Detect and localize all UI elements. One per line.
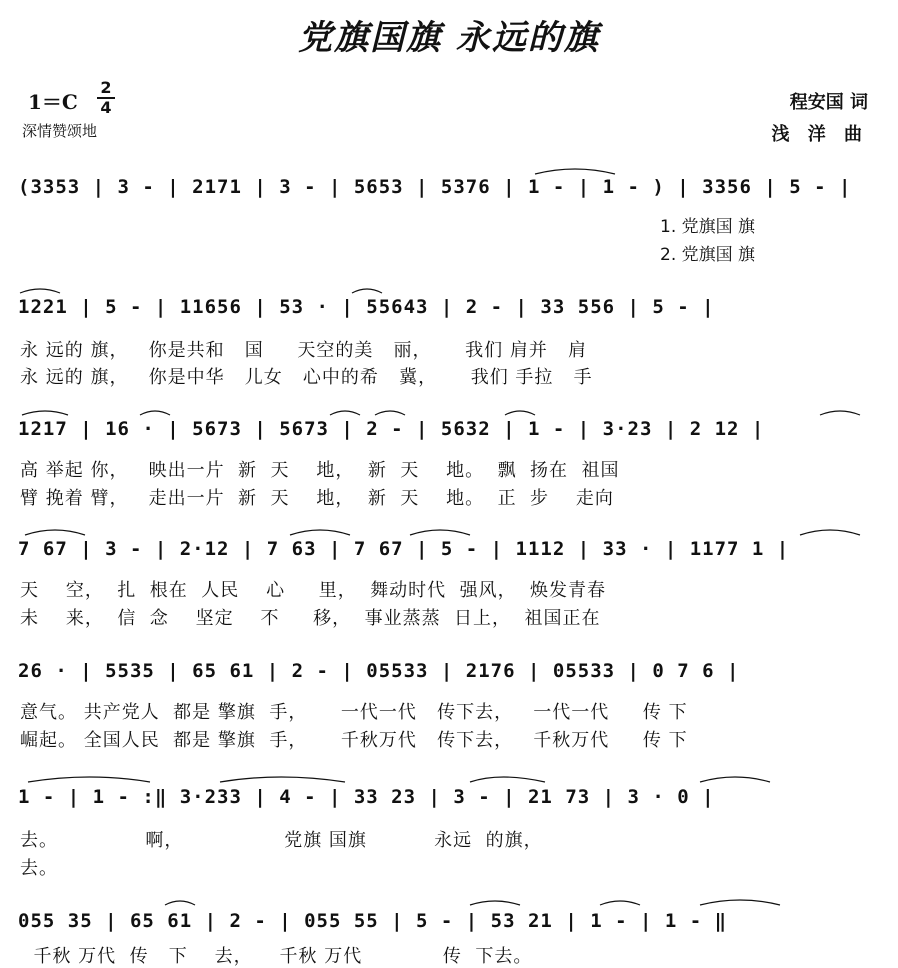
score-line-1-notes: (3353 | 3 - | 2171 | 3 - | 5653 | 5376 | 1 - | 1 - ) | 3356 | 5 - | (18, 176, 852, 198)
score-line-3-lyrics-2: 臂 挽着 臂， 走出一片 新 天 地， 新 天 地。 正 步 走向 (20, 488, 614, 509)
time-signature-bottom: 4 (100, 98, 112, 117)
verse-2-start: 2. 党旗国 旗 (660, 245, 756, 265)
time-signature-top: 2 (100, 78, 112, 97)
score-line-5-notes: 26 · | 5535 | 65 61 | 2 - | 05533 | 2176 | 05533 | 0 7 6 | (18, 660, 740, 682)
verse-1-start: 1. 党旗国 旗 (660, 217, 756, 237)
score-line-2-lyrics-2: 永 远的 旗， 你是中华 儿女 心中的希 冀， 我们 手拉 手 (20, 367, 593, 388)
composer-credit: 浅 洋 曲 (771, 124, 868, 145)
score-line-3-lyrics-1: 高 举起 你， 映出一片 新 天 地， 新 天 地。 飘 扬在 祖国 (20, 460, 620, 481)
score-line-6-lyrics-2: 去。 (20, 858, 58, 879)
score-line-3-notes: 1217 | 16 · | 5673 | 5673 | 2 - | 5632 | 1 - | 3·23 | 2 12 | (18, 418, 765, 440)
score-line-7-notes: 055 35 | 65 61 | 2 - | 055 55 | 5 - | 53 21 | 1 - | 1 - ‖ (18, 910, 728, 932)
score-line-4-notes: 7 67 | 3 - | 2·12 | 7 63 | 7 67 | 5 - | 1112 | 33 · | 1177 1 | (18, 538, 790, 560)
score-line-4-lyrics-2: 未 来， 信 念 坚定 不 移， 事业蒸蒸 日上， 祖国正在 (20, 608, 601, 629)
expression-mark: 深情赞颂地 (22, 122, 98, 140)
score-line-6-notes: 1 - | 1 - :‖ 3·233 | 4 - | 33 23 | 3 - | 21 73 | 3 · 0 | (18, 786, 715, 808)
score-line-5-lyrics-2: 崛起。 全国人民 都是 擎旗 手， 千秋万代 传下去， 千秋万代 传 下 (20, 730, 688, 751)
score-line-2-notes: 1221 | 5 - | 11656 | 53 · | 55643 | 2 - | 33 556 | 5 - | (18, 296, 715, 318)
score-line-4-lyrics-1: 天 空， 扎 根在 人民 心 里， 舞动时代 强风， 焕发青春 (20, 580, 607, 601)
score-line-7-lyrics-1: 千秋 万代 传 下 去， 千秋 万代 传 下去。 (20, 946, 533, 967)
score-line-6-lyrics-1: 去。 啊， 党旗 国旗 永远 的旗， (20, 830, 543, 851)
score-line-5-lyrics-1: 意气。 共产党人 都是 擎旗 手， 一代一代 传下去， 一代一代 传 下 (20, 702, 688, 723)
score-line-2-lyrics-1: 永 远的 旗， 你是共和 国 天空的美 丽， 我们 肩并 肩 (20, 340, 588, 361)
key-signature: 1＝C (28, 90, 78, 114)
lyricist-credit: 程安国 词 (789, 92, 868, 113)
song-title: 党旗国旗 永远的旗 (298, 18, 600, 58)
time-signature (97, 80, 115, 116)
